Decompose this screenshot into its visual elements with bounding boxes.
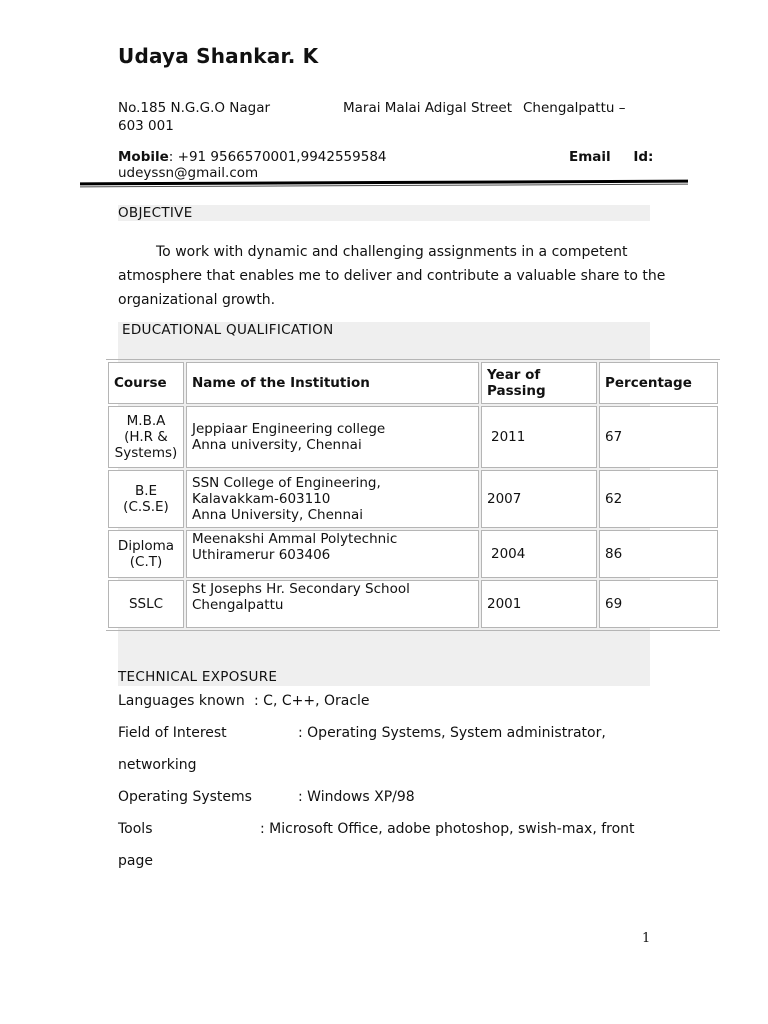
header-year — [481, 362, 597, 404]
technical-title: TECHNICAL EXPOSURE — [118, 669, 278, 685]
institution-text: Anna University, Chennai — [192, 507, 364, 523]
header-institution: Name of the Institution — [186, 362, 479, 404]
year-cell: 2004 — [481, 530, 597, 578]
objective-text — [118, 240, 678, 312]
languages-value: : C, C++, Oracle — [254, 693, 370, 709]
education-title: EDUCATIONAL QUALIFICATION — [122, 322, 334, 338]
header-percentage: Percentage — [599, 362, 718, 404]
year-cell: 2011 — [481, 406, 597, 468]
email-value: udeyssn@gmail.com — [118, 165, 259, 181]
tools-continuation: page — [118, 853, 153, 869]
institution-text: SSN College of Engineering, — [192, 475, 381, 491]
table-row — [108, 530, 718, 578]
objective-title-bar — [118, 205, 650, 221]
course-text: (C.S.E) — [123, 499, 169, 515]
course-cell — [108, 406, 184, 468]
table-row — [108, 406, 718, 468]
candidate-name: Udaya Shankar. K — [118, 44, 319, 68]
percentage-cell: 62 — [599, 470, 718, 528]
os-label: Operating Systems — [118, 789, 252, 805]
objective-line-2: atmosphere that enables me to deliver and contribute a valuable share to the — [118, 268, 666, 284]
tools-label: Tools — [118, 821, 153, 837]
page-number: 1 — [642, 931, 651, 946]
education-table-header — [108, 362, 718, 404]
mobile-label: Mobile — [118, 149, 169, 165]
institution-cell — [186, 580, 479, 628]
mobile-line — [118, 149, 387, 165]
course-text: (C.T) — [129, 554, 163, 570]
institution-text: Jeppiaar Engineering college — [192, 421, 386, 437]
year-cell: 2007 — [481, 470, 597, 528]
percentage-cell: 86 — [599, 530, 718, 578]
objective-line-3: organizational growth. — [118, 292, 276, 308]
year-cell: 2001 — [481, 580, 597, 628]
address-pin: 603 001 — [118, 118, 174, 134]
course-text: Diploma — [117, 538, 175, 554]
percentage-cell: 69 — [599, 580, 718, 628]
header-year-line-2: Passing — [487, 383, 546, 399]
interest-label: Field of Interest — [118, 725, 227, 741]
languages-label: Languages known — [118, 693, 245, 709]
institution-cell — [186, 406, 479, 468]
course-cell — [108, 530, 184, 578]
interest-continuation: networking — [118, 757, 197, 773]
course-cell — [108, 580, 184, 628]
email-label: Email Id: — [569, 149, 654, 165]
languages-row — [118, 693, 245, 709]
os-value: : Windows XP/98 — [298, 789, 415, 805]
table-row — [108, 580, 718, 628]
institution-text: Anna university, Chennai — [192, 437, 362, 453]
header-year-line-1: Year of — [487, 367, 541, 383]
objective-line-1 — [118, 240, 678, 264]
percentage-cell: 67 — [599, 406, 718, 468]
course-text: B.E — [134, 483, 158, 499]
mobile-value: : +91 9566570001,9942559584 — [168, 149, 387, 165]
institution-text: Meenakshi Ammal Polytechnic — [192, 531, 398, 547]
address-part-1: No.185 N.G.G.O Nagar — [118, 100, 271, 116]
objective-title: OBJECTIVE — [118, 205, 193, 221]
table-row — [108, 470, 718, 528]
tools-value: : Microsoft Office, adobe photoshop, swish-max, front — [260, 821, 635, 837]
institution-text: Kalavakkam-603110 — [192, 491, 331, 507]
course-cell — [108, 470, 184, 528]
header-course: Course — [108, 362, 184, 404]
objective-line-1-text: To work with dynamic and challenging assignments in a competent — [156, 244, 628, 260]
course-text: (H.R & — [124, 429, 168, 445]
institution-text: St Josephs Hr. Secondary School — [192, 581, 410, 597]
interest-value: : Operating Systems, System administrator, — [298, 725, 606, 741]
course-text: Systems) — [114, 445, 178, 461]
institution-cell — [186, 530, 479, 578]
address-part-2: Marai Malai Adigal Street — [343, 100, 512, 116]
course-text: SSLC — [128, 596, 164, 612]
course-text: M.B.A — [126, 413, 166, 429]
address-part-3: Chengalpattu – — [523, 100, 626, 116]
institution-cell — [186, 470, 479, 528]
education-table — [106, 359, 720, 631]
institution-text: Chengalpattu — [192, 597, 284, 613]
institution-text: Uthiramerur 603406 — [192, 547, 331, 563]
